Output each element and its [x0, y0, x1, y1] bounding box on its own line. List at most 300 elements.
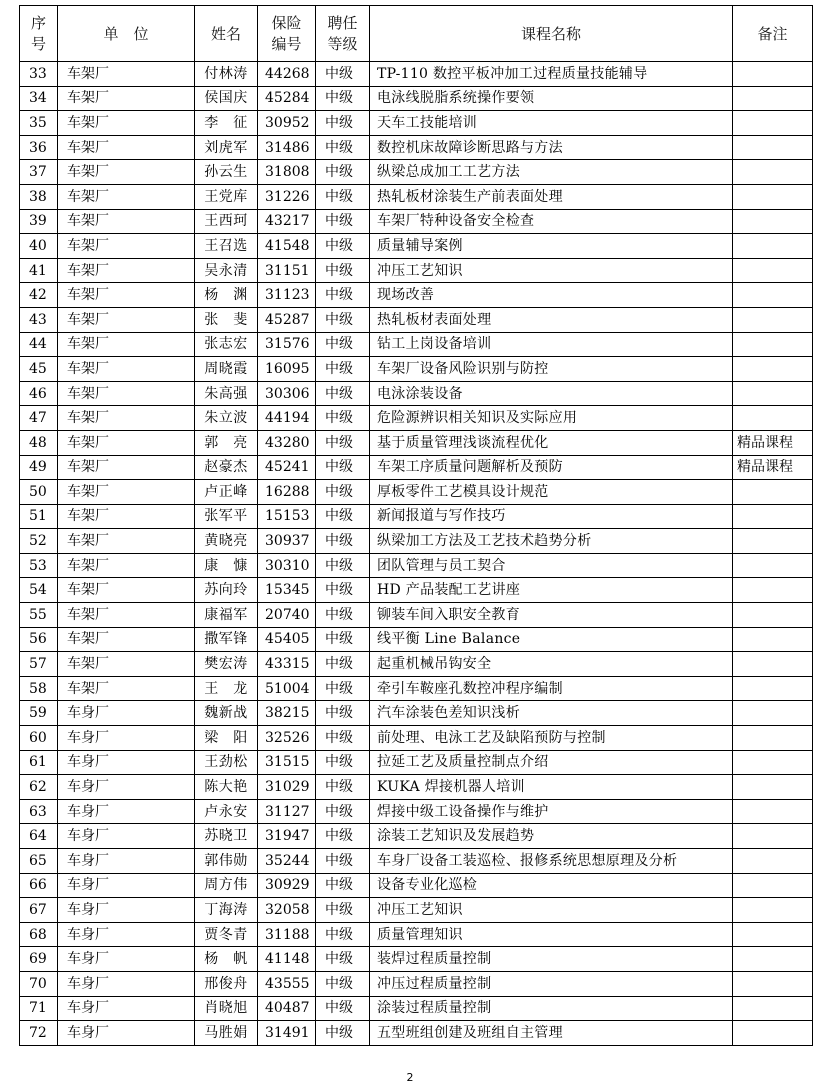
cell-name: 刘虎军	[195, 135, 258, 160]
cell-no: 49	[20, 455, 58, 480]
cell-note	[733, 775, 813, 800]
cell-name: 卢正峰	[195, 480, 258, 505]
cell-grade: 中级	[316, 135, 370, 160]
cell-note	[733, 529, 813, 554]
cell-unit: 车架厂	[58, 480, 195, 505]
cell-insurance-number: 31127	[258, 799, 316, 824]
cell-grade: 中级	[316, 947, 370, 972]
header-unit: 单 位	[58, 6, 195, 62]
cell-insurance-number: 32058	[258, 898, 316, 923]
cell-name: 孙云生	[195, 160, 258, 185]
table-row	[20, 209, 813, 234]
cell-name: 郭伟勋	[195, 849, 258, 874]
cell-no: 42	[20, 283, 58, 308]
cell-name: 马胜娟	[195, 1021, 258, 1046]
cell-no: 56	[20, 627, 58, 652]
cell-insurance-number: 16095	[258, 357, 316, 382]
cell-note	[733, 209, 813, 234]
cell-unit: 车身厂	[58, 971, 195, 996]
cell-grade: 中级	[316, 726, 370, 751]
cell-course: 冲压过程质量控制	[370, 971, 733, 996]
table-row	[20, 283, 813, 308]
cell-name: 张 斐	[195, 307, 258, 332]
cell-insurance-number: 45287	[258, 307, 316, 332]
cell-course: 起重机械吊钩安全	[370, 652, 733, 677]
header-course: 课程名称	[370, 6, 733, 62]
cell-unit: 车架厂	[58, 332, 195, 357]
header-grade: 聘任 等级	[316, 6, 370, 62]
cell-name: 肖晓旭	[195, 996, 258, 1021]
table-row	[20, 62, 813, 87]
cell-unit: 车架厂	[58, 258, 195, 283]
cell-insurance-number: 31808	[258, 160, 316, 185]
cell-unit: 车身厂	[58, 726, 195, 751]
cell-note	[733, 849, 813, 874]
cell-no: 48	[20, 430, 58, 455]
cell-insurance-number: 45241	[258, 455, 316, 480]
cell-insurance-number: 31029	[258, 775, 316, 800]
cell-no: 61	[20, 750, 58, 775]
cell-course: 涂装工艺知识及发展趋势	[370, 824, 733, 849]
cell-course: 车身厂设备工装巡检、报修系统思想原理及分析	[370, 849, 733, 874]
cell-no: 68	[20, 922, 58, 947]
cell-course: 质量管理知识	[370, 922, 733, 947]
cell-name: 杨 帆	[195, 947, 258, 972]
cell-note	[733, 160, 813, 185]
cell-name: 朱立波	[195, 406, 258, 431]
cell-grade: 中级	[316, 332, 370, 357]
cell-name: 撒军锋	[195, 627, 258, 652]
cell-insurance-number: 43315	[258, 652, 316, 677]
cell-insurance-number: 43280	[258, 430, 316, 455]
cell-grade: 中级	[316, 234, 370, 259]
cell-grade: 中级	[316, 111, 370, 136]
cell-unit: 车架厂	[58, 307, 195, 332]
cell-grade: 中级	[316, 578, 370, 603]
cell-note	[733, 258, 813, 283]
cell-no: 66	[20, 873, 58, 898]
table-row	[20, 799, 813, 824]
cell-name: 贾冬青	[195, 922, 258, 947]
cell-no: 43	[20, 307, 58, 332]
cell-course: 热轧板材涂装生产前表面处理	[370, 184, 733, 209]
table-row	[20, 307, 813, 332]
cell-name: 李 征	[195, 111, 258, 136]
cell-grade: 中级	[316, 849, 370, 874]
cell-insurance-number: 30937	[258, 529, 316, 554]
table-row	[20, 873, 813, 898]
cell-note	[733, 701, 813, 726]
cell-course: 五型班组创建及班组自主管理	[370, 1021, 733, 1046]
cell-grade: 中级	[316, 184, 370, 209]
cell-name: 苏向玲	[195, 578, 258, 603]
table-row	[20, 849, 813, 874]
cell-no: 40	[20, 234, 58, 259]
cell-unit: 车身厂	[58, 898, 195, 923]
cell-grade: 中级	[316, 62, 370, 87]
cell-unit: 车架厂	[58, 676, 195, 701]
cell-course: 铆装车间入职安全教育	[370, 603, 733, 628]
cell-grade: 中级	[316, 160, 370, 185]
table-row	[20, 603, 813, 628]
cell-note: 精品课程	[733, 430, 813, 455]
cell-no: 47	[20, 406, 58, 431]
page-number: 2	[406, 1071, 414, 1084]
table-row	[20, 135, 813, 160]
cell-course: HD 产品装配工艺讲座	[370, 578, 733, 603]
cell-unit: 车架厂	[58, 406, 195, 431]
cell-grade: 中级	[316, 480, 370, 505]
cell-course: 厚板零件工艺模具设计规范	[370, 480, 733, 505]
cell-insurance-number: 31188	[258, 922, 316, 947]
cell-insurance-number: 31123	[258, 283, 316, 308]
cell-unit: 车架厂	[58, 86, 195, 111]
cell-name: 张军平	[195, 504, 258, 529]
cell-no: 45	[20, 357, 58, 382]
cell-no: 35	[20, 111, 58, 136]
cell-no: 63	[20, 799, 58, 824]
cell-insurance-number: 30306	[258, 381, 316, 406]
cell-no: 60	[20, 726, 58, 751]
table-row	[20, 898, 813, 923]
cell-insurance-number: 15153	[258, 504, 316, 529]
cell-unit: 车架厂	[58, 111, 195, 136]
header-name: 姓名	[195, 6, 258, 62]
cell-name: 王劲松	[195, 750, 258, 775]
cell-unit: 车架厂	[58, 529, 195, 554]
cell-course: 冲压工艺知识	[370, 898, 733, 923]
cell-insurance-number: 43217	[258, 209, 316, 234]
cell-no: 44	[20, 332, 58, 357]
cell-course: TP-110 数控平板冲加工过程质量技能辅导	[370, 62, 733, 87]
cell-note	[733, 726, 813, 751]
table-row	[20, 971, 813, 996]
cell-unit: 车身厂	[58, 775, 195, 800]
cell-unit: 车身厂	[58, 701, 195, 726]
table-row	[20, 726, 813, 751]
cell-insurance-number: 43555	[258, 971, 316, 996]
cell-name: 王 龙	[195, 676, 258, 701]
cell-unit: 车架厂	[58, 553, 195, 578]
cell-note	[733, 553, 813, 578]
cell-course: 涂装过程质量控制	[370, 996, 733, 1021]
cell-grade: 中级	[316, 627, 370, 652]
cell-name: 梁 阳	[195, 726, 258, 751]
cell-insurance-number: 30929	[258, 873, 316, 898]
cell-grade: 中级	[316, 455, 370, 480]
table-row	[20, 947, 813, 972]
cell-grade: 中级	[316, 824, 370, 849]
table-row	[20, 996, 813, 1021]
cell-unit: 车架厂	[58, 160, 195, 185]
cell-name: 周方伟	[195, 873, 258, 898]
table-row	[20, 775, 813, 800]
cell-no: 70	[20, 971, 58, 996]
cell-name: 康福军	[195, 603, 258, 628]
cell-grade: 中级	[316, 86, 370, 111]
cell-name: 杨 渊	[195, 283, 258, 308]
cell-insurance-number: 30952	[258, 111, 316, 136]
cell-course: 线平衡 Line Balance	[370, 627, 733, 652]
table-row	[20, 111, 813, 136]
cell-note	[733, 184, 813, 209]
cell-unit: 车架厂	[58, 430, 195, 455]
cell-unit: 车架厂	[58, 455, 195, 480]
cell-insurance-number: 31515	[258, 750, 316, 775]
cell-name: 黄晓亮	[195, 529, 258, 554]
cell-no: 46	[20, 381, 58, 406]
table-row	[20, 504, 813, 529]
course-table	[19, 5, 813, 1046]
table-row	[20, 701, 813, 726]
cell-course: 基于质量管理浅谈流程优化	[370, 430, 733, 455]
cell-insurance-number: 51004	[258, 676, 316, 701]
table-row	[20, 1021, 813, 1046]
cell-insurance-number: 20740	[258, 603, 316, 628]
table-row	[20, 160, 813, 185]
cell-note	[733, 922, 813, 947]
cell-note	[733, 504, 813, 529]
cell-unit: 车架厂	[58, 578, 195, 603]
cell-name: 王西珂	[195, 209, 258, 234]
table-row	[20, 627, 813, 652]
cell-course: 纵梁总成加工工艺方法	[370, 160, 733, 185]
cell-name: 朱高强	[195, 381, 258, 406]
cell-insurance-number: 31486	[258, 135, 316, 160]
cell-name: 张志宏	[195, 332, 258, 357]
cell-unit: 车身厂	[58, 824, 195, 849]
table-row	[20, 652, 813, 677]
cell-no: 51	[20, 504, 58, 529]
table-row	[20, 234, 813, 259]
cell-name: 樊宏涛	[195, 652, 258, 677]
table-row	[20, 258, 813, 283]
cell-unit: 车身厂	[58, 873, 195, 898]
cell-no: 72	[20, 1021, 58, 1046]
cell-note	[733, 111, 813, 136]
cell-course: 前处理、电泳工艺及缺陷预防与控制	[370, 726, 733, 751]
cell-note	[733, 406, 813, 431]
table-row	[20, 750, 813, 775]
cell-insurance-number: 15345	[258, 578, 316, 603]
cell-insurance-number: 44268	[258, 62, 316, 87]
cell-course: 车架厂特种设备安全检查	[370, 209, 733, 234]
cell-grade: 中级	[316, 971, 370, 996]
cell-course: 钻工上岗设备培训	[370, 332, 733, 357]
cell-grade: 中级	[316, 898, 370, 923]
table-row	[20, 922, 813, 947]
cell-insurance-number: 16288	[258, 480, 316, 505]
header-note: 备注	[733, 6, 813, 62]
cell-note	[733, 234, 813, 259]
cell-note	[733, 307, 813, 332]
cell-grade: 中级	[316, 406, 370, 431]
table-body	[20, 62, 813, 1046]
cell-note	[733, 873, 813, 898]
cell-no: 33	[20, 62, 58, 87]
table-row	[20, 86, 813, 111]
cell-no: 39	[20, 209, 58, 234]
cell-insurance-number: 31491	[258, 1021, 316, 1046]
cell-unit: 车架厂	[58, 234, 195, 259]
cell-name: 付林涛	[195, 62, 258, 87]
cell-grade: 中级	[316, 381, 370, 406]
cell-unit: 车架厂	[58, 62, 195, 87]
cell-no: 37	[20, 160, 58, 185]
cell-note	[733, 86, 813, 111]
table-row	[20, 332, 813, 357]
cell-course: 新闻报道与写作技巧	[370, 504, 733, 529]
cell-name: 陈大艳	[195, 775, 258, 800]
cell-grade: 中级	[316, 1021, 370, 1046]
cell-grade: 中级	[316, 209, 370, 234]
cell-grade: 中级	[316, 258, 370, 283]
cell-grade: 中级	[316, 430, 370, 455]
cell-unit: 车架厂	[58, 652, 195, 677]
cell-no: 71	[20, 996, 58, 1021]
table-row	[20, 480, 813, 505]
table-row	[20, 824, 813, 849]
cell-course: 电泳线脱脂系统操作要领	[370, 86, 733, 111]
cell-note	[733, 676, 813, 701]
cell-no: 38	[20, 184, 58, 209]
cell-grade: 中级	[316, 529, 370, 554]
cell-grade: 中级	[316, 750, 370, 775]
cell-course: 纵梁加工方法及工艺技术趋势分析	[370, 529, 733, 554]
cell-unit: 车身厂	[58, 799, 195, 824]
cell-course: 冲压工艺知识	[370, 258, 733, 283]
table-row	[20, 184, 813, 209]
cell-name: 赵豪杰	[195, 455, 258, 480]
table-header-row	[20, 6, 813, 62]
cell-unit: 车身厂	[58, 849, 195, 874]
cell-name: 邢俊舟	[195, 971, 258, 996]
cell-unit: 车架厂	[58, 357, 195, 382]
cell-insurance-number: 31576	[258, 332, 316, 357]
header-no: 序 号	[20, 6, 58, 62]
cell-name: 侯国庆	[195, 86, 258, 111]
cell-course: 装焊过程质量控制	[370, 947, 733, 972]
table-row	[20, 553, 813, 578]
header-insurance-number: 保险 编号	[258, 6, 316, 62]
cell-grade: 中级	[316, 799, 370, 824]
cell-note	[733, 799, 813, 824]
cell-no: 64	[20, 824, 58, 849]
cell-insurance-number: 32526	[258, 726, 316, 751]
cell-insurance-number: 30310	[258, 553, 316, 578]
cell-no: 67	[20, 898, 58, 923]
cell-name: 苏晓卫	[195, 824, 258, 849]
cell-unit: 车架厂	[58, 627, 195, 652]
cell-grade: 中级	[316, 996, 370, 1021]
cell-insurance-number: 41148	[258, 947, 316, 972]
cell-grade: 中级	[316, 676, 370, 701]
cell-grade: 中级	[316, 873, 370, 898]
cell-no: 62	[20, 775, 58, 800]
cell-no: 52	[20, 529, 58, 554]
cell-grade: 中级	[316, 652, 370, 677]
cell-note	[733, 947, 813, 972]
cell-note	[733, 357, 813, 382]
cell-note: 精品课程	[733, 455, 813, 480]
table-row	[20, 430, 813, 455]
cell-unit: 车身厂	[58, 996, 195, 1021]
cell-course: 焊接中级工设备操作与维护	[370, 799, 733, 824]
cell-course: 车架厂设备风险识别与防控	[370, 357, 733, 382]
cell-note	[733, 750, 813, 775]
cell-note	[733, 480, 813, 505]
cell-no: 50	[20, 480, 58, 505]
cell-insurance-number: 40487	[258, 996, 316, 1021]
cell-no: 69	[20, 947, 58, 972]
cell-insurance-number: 31226	[258, 184, 316, 209]
cell-course: KUKA 焊接机器人培训	[370, 775, 733, 800]
cell-note	[733, 135, 813, 160]
cell-name: 王召选	[195, 234, 258, 259]
cell-no: 54	[20, 578, 58, 603]
cell-name: 康 慷	[195, 553, 258, 578]
cell-course: 热轧板材表面处理	[370, 307, 733, 332]
cell-grade: 中级	[316, 701, 370, 726]
cell-unit: 车身厂	[58, 947, 195, 972]
cell-grade: 中级	[316, 553, 370, 578]
cell-course: 现场改善	[370, 283, 733, 308]
cell-unit: 车架厂	[58, 283, 195, 308]
cell-name: 郭 亮	[195, 430, 258, 455]
cell-insurance-number: 31947	[258, 824, 316, 849]
cell-no: 53	[20, 553, 58, 578]
cell-course: 牵引车鞍座孔数控冲程序编制	[370, 676, 733, 701]
cell-name: 王党库	[195, 184, 258, 209]
cell-name: 魏新战	[195, 701, 258, 726]
cell-course: 电泳涂装设备	[370, 381, 733, 406]
cell-grade: 中级	[316, 775, 370, 800]
cell-name: 周晓霞	[195, 357, 258, 382]
cell-course: 数控机床故障诊断思路与方法	[370, 135, 733, 160]
cell-no: 34	[20, 86, 58, 111]
cell-no: 59	[20, 701, 58, 726]
cell-unit: 车身厂	[58, 922, 195, 947]
cell-no: 65	[20, 849, 58, 874]
cell-note	[733, 283, 813, 308]
cell-note	[733, 996, 813, 1021]
cell-no: 55	[20, 603, 58, 628]
cell-name: 丁海涛	[195, 898, 258, 923]
cell-unit: 车架厂	[58, 603, 195, 628]
cell-unit: 车身厂	[58, 1021, 195, 1046]
cell-note	[733, 1021, 813, 1046]
table-row	[20, 529, 813, 554]
cell-no: 57	[20, 652, 58, 677]
table-row	[20, 357, 813, 382]
cell-grade: 中级	[316, 357, 370, 382]
cell-grade: 中级	[316, 922, 370, 947]
cell-course: 危险源辨识相关知识及实际应用	[370, 406, 733, 431]
cell-name: 卢永安	[195, 799, 258, 824]
cell-insurance-number: 45284	[258, 86, 316, 111]
cell-insurance-number: 45405	[258, 627, 316, 652]
cell-note	[733, 652, 813, 677]
cell-note	[733, 971, 813, 996]
cell-insurance-number: 44194	[258, 406, 316, 431]
cell-course: 设备专业化巡检	[370, 873, 733, 898]
cell-insurance-number: 31151	[258, 258, 316, 283]
cell-note	[733, 332, 813, 357]
table-row	[20, 406, 813, 431]
cell-course: 汽车涂装色差知识浅析	[370, 701, 733, 726]
cell-course: 团队管理与员工契合	[370, 553, 733, 578]
table-row	[20, 455, 813, 480]
